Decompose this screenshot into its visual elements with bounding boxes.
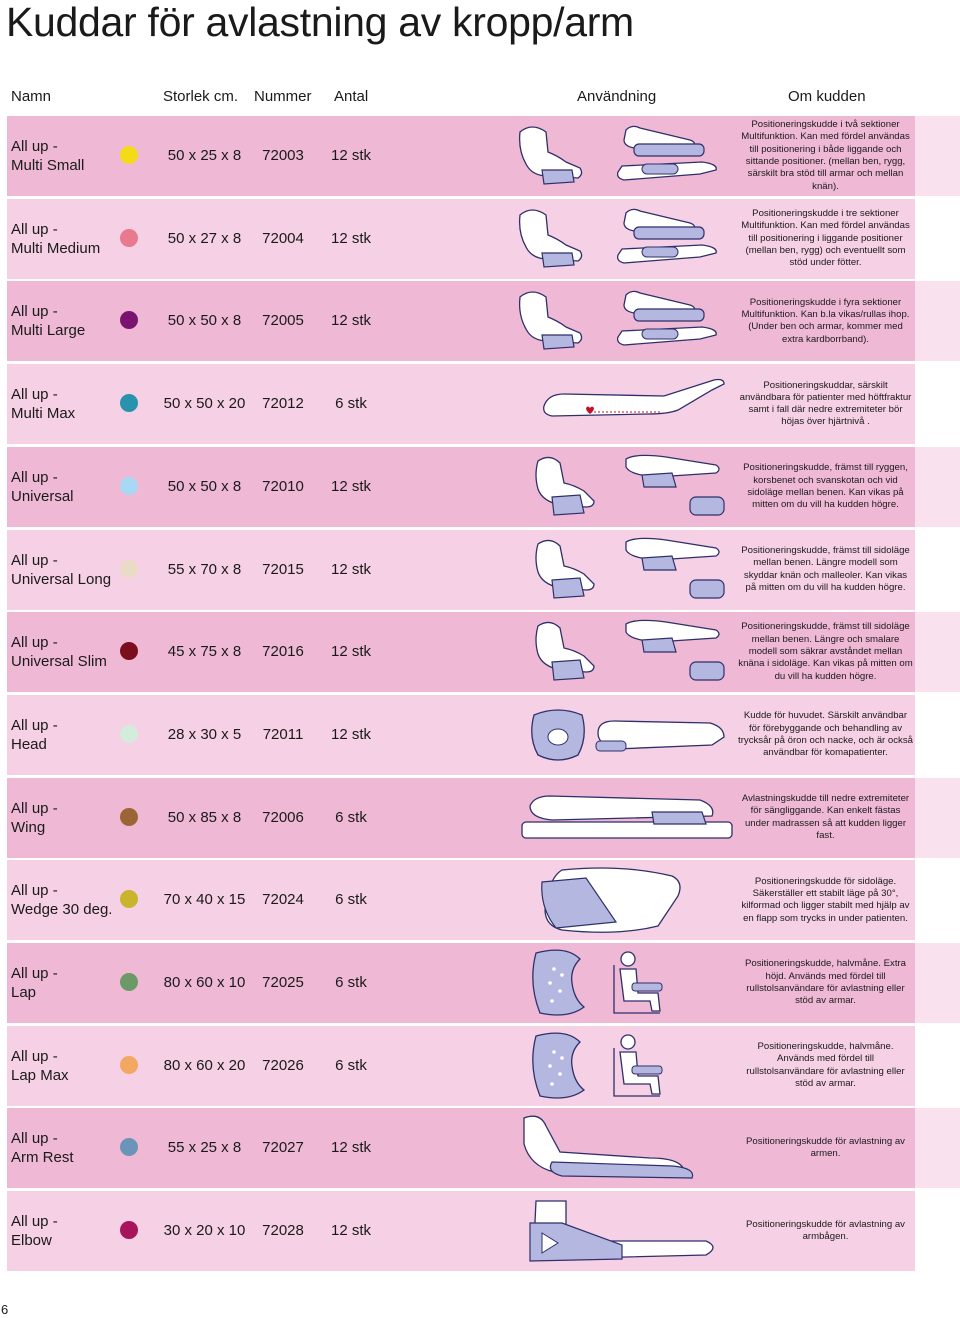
row-background [7,695,915,775]
product-quantity: 12 stk [330,229,372,247]
row-background [7,612,915,692]
table-row [7,281,960,361]
person-lying-on-mattress-illustration [502,780,738,856]
product-name [11,964,58,1002]
product-quantity: 12 stk [330,1222,372,1240]
row-extension [915,778,960,858]
table-row [7,695,960,775]
product-name-line1: All up - [11,882,58,900]
color-swatch [120,973,138,991]
table-row [7,778,960,858]
color-swatch [120,890,138,908]
product-number: 72015 [262,560,304,578]
product-description-text: Positioneringskudde i tre sektioner Multifunktion. Kan med fördel användas till positionering i liggande positioner (mellan ben, rygg) och eventuellt som stöd under fötter. [741,207,910,269]
product-quantity: 12 stk [330,643,372,661]
product-number: 72005 [262,312,304,330]
person-side-lying-cushion-illustration [502,449,738,525]
product-number: 72012 [262,395,304,413]
product-number: 72003 [262,147,304,164]
product-number: 72016 [262,643,304,661]
row-background [7,778,915,858]
product-description-text: Positioneringskudde, halvmåne. Används med fördel till rullstolsanvändare för avlastning eller stöd av armar. [746,1041,905,1089]
product-number: 72006 [262,808,304,826]
person-sitting-legs-on-cushion-illustration [502,283,738,359]
product-name-line1: All up - [11,1130,58,1148]
arm-rest-cushion-illustration [502,1110,738,1186]
wheelchair-lap-cushion-illustration [502,945,738,1021]
product-size: 80 x 60 x 10 [163,974,246,991]
product-description [738,697,913,773]
product-description-text: Positioneringskudde i fyra sektioner Multifunktion. Kan b.la vikas/rullas ihop. (Under ben och armar, kommer med extra kardborrband). [741,296,910,345]
product-name-line1: All up - [11,551,58,569]
product-name [11,385,75,423]
product-name-line1: All up - [11,386,58,404]
table-row [7,530,960,610]
row-extension [915,447,960,527]
product-number: 72028 [262,1222,304,1240]
product-description-text: Positioneringskudde, halvmåne. Extra höjd. Används med fördel till rullstolsanvändare för avlastning eller stöd av armar. [744,958,907,1007]
product-name [11,1047,69,1085]
row-extension [915,860,960,940]
color-swatch [120,642,138,660]
product-size: 55 x 25 x 8 [167,1139,242,1157]
product-description-text: Positioneringskudde för avlastning av armen. [746,1136,905,1160]
product-size: 50 x 50 x 8 [167,312,242,330]
product-name-line2: Universal Long [11,570,112,588]
product-name [11,716,58,754]
row-extension [915,612,960,692]
product-description [738,614,913,690]
row-background [7,1026,915,1106]
page-number: 6 [1,1302,9,1317]
product-quantity: 12 stk [330,147,372,164]
row-extension [915,116,960,196]
product-size: 50 x 50 x 20 [163,395,246,413]
product-description-text: Positioneringskuddar, särskilt användbara för patienter med höftfraktur samt i fall där nedre extremiteter bör höjas över hjärtnivå . [739,379,912,428]
product-description [738,945,913,1021]
product-name-line1: All up - [11,468,58,486]
row-background [7,447,915,527]
color-swatch [120,146,138,164]
product-size: 50 x 85 x 8 [167,808,242,826]
product-description [738,1193,913,1269]
header-usage: Användning [577,88,657,105]
color-swatch [120,229,138,247]
table-row [7,1108,960,1188]
product-size: 45 x 75 x 8 [167,643,242,661]
table-row [7,1026,960,1106]
table-row [7,860,960,940]
product-number: 72004 [262,229,304,247]
product-name [11,551,111,589]
page-title: Kuddar för avlastning av kropp/arm [6,0,634,45]
row-extension [915,1026,960,1106]
product-name-line2: Universal [11,487,74,505]
product-size: 80 x 60 x 20 [163,1056,246,1074]
product-number: 72024 [262,891,304,909]
person-side-lying-cushion-illustration [502,532,738,608]
product-quantity: 12 stk [330,560,372,578]
color-swatch [120,1056,138,1074]
color-swatch [120,560,138,578]
table-row [7,116,960,196]
product-number: 72026 [262,1056,304,1074]
header-about: Om kudden [788,88,866,105]
product-description [738,862,913,938]
product-quantity: 6 stk [335,974,367,991]
product-name-line1: All up - [11,716,58,734]
product-description [738,780,913,856]
product-number: 72010 [262,477,304,495]
product-name-line1: All up - [11,799,58,817]
wedge-cushion-illustration [502,862,738,938]
product-name-line1: All up - [11,1213,58,1231]
product-description [738,1110,913,1186]
table-row [7,199,960,279]
product-name-line2: Elbow [11,1232,52,1250]
row-background [7,364,915,444]
row-background [7,281,915,361]
product-description-text: Avlastningskudde till nedre extremiteter för sängliggande. Kan enkelt fästas under madrassen så att kudden ligger fast. [741,793,910,841]
product-name-line1: All up - [11,965,58,982]
product-number: 72027 [262,1139,304,1157]
row-extension [915,1108,960,1188]
row-extension [915,281,960,361]
product-name [11,137,84,175]
header-name: Namn [11,88,52,105]
product-name-line1: All up - [11,220,58,238]
product-name-line1: All up - [11,634,58,652]
row-extension [915,1191,960,1271]
product-description-text: Positioneringskudde, främst till sidoläge mellan benen. Längre modell som skyddar knän och malleoler. Kan vikas på mitten om du vill ha kudden högre. [741,544,910,593]
product-size: 70 x 40 x 15 [163,891,246,909]
row-background [7,1191,915,1271]
header-number: Nummer [254,88,312,105]
product-number: 72011 [262,725,304,743]
row-background [7,860,915,940]
color-swatch [120,808,138,826]
row-background [7,530,915,610]
row-extension [915,364,960,444]
product-name [11,468,74,506]
color-swatch [120,394,138,412]
product-name-line2: Wedge 30 deg. [11,901,113,919]
color-swatch [120,1221,138,1239]
product-quantity: 6 stk [335,1056,367,1074]
product-name-line2: Wing [11,818,46,836]
product-description [738,532,913,608]
product-description [738,201,913,277]
row-background [7,199,915,279]
product-name-line2: Multi Large [11,322,86,340]
table-row [7,943,960,1023]
row-background [7,943,915,1023]
product-description [738,449,913,525]
elbow-cushion-illustration [502,1193,738,1269]
person-side-lying-cushion-illustration [502,614,738,690]
product-name [11,1129,74,1167]
head-cushion-illustration [502,697,738,773]
product-quantity: 6 stk [335,808,367,826]
product-description-text: Positioneringskudde, främst till sidoläge mellan benen. Längre och smalare modell som säkrar avståndet mellan knäna i sidoläge. Kan vikas på mitten om du vill ha kudden högre. [738,621,913,682]
product-name [11,881,112,919]
table-row [7,364,960,444]
product-number: 72025 [262,974,304,991]
product-description [738,366,913,442]
product-size: 30 x 20 x 10 [163,1222,246,1240]
product-name [11,302,85,340]
table-header [0,88,960,108]
color-swatch [120,477,138,495]
product-name-line2: Multi Medium [11,239,101,257]
row-extension [915,943,960,1023]
product-size: 50 x 50 x 8 [167,477,242,495]
product-name-line2: Multi Max [11,405,76,423]
row-extension [915,695,960,775]
product-name-line1: All up - [11,303,58,321]
product-description [738,283,913,359]
product-quantity: 6 stk [335,395,367,413]
person-sitting-legs-on-cushion-illustration [502,118,738,194]
product-name [11,633,107,671]
product-quantity: 6 stk [335,891,367,909]
product-description-text: Positioneringskudde i två sektioner Multifunktion. Kan med fördel användas till positionering i både liggande och sittande positioner. (mellan ben, rygg, särskilt bra stöd till armar och mellan knän). [741,119,910,192]
color-swatch [120,725,138,743]
product-description-text: Positioneringskudde, främst till ryggen, korsbenet och svanskotan och vid sidoläge mellan benen. Kan vikas på mitten om du vill ha kudden högre. [743,462,908,511]
product-quantity: 12 stk [330,477,372,495]
product-name [11,220,100,258]
product-size: 55 x 70 x 8 [167,560,242,578]
product-name-line1: All up - [11,138,58,155]
product-name-line2: Head [11,735,47,753]
product-description-text: Positioneringskudde för sidoläge. Säkerställer ett stabilt läge på 30°, kilformad och ligger stabilt med hjälp av en flapp som trycks in under patienten. [741,875,910,924]
product-size: 50 x 27 x 8 [167,229,242,247]
row-extension [915,530,960,610]
product-description [738,1028,913,1104]
product-description-text: Kudde för huvudet. Särskilt användbar för förebyggande och behandling av trycksår på öron och nacke, och är också användbar för komapatienter. [738,710,913,759]
product-description-text: Positioneringskudde för avlastning av armbågen. [746,1218,905,1243]
product-quantity: 12 stk [330,312,372,330]
row-background [7,1108,915,1188]
person-sitting-legs-on-cushion-illustration [502,201,738,277]
person-lying-legs-raised-illustration [502,366,738,442]
table-row [7,447,960,527]
product-size: 28 x 30 x 5 [167,725,242,743]
color-swatch [120,1138,138,1156]
product-name [11,799,58,837]
product-name-line2: Universal Slim [11,653,107,671]
product-name-line2: Multi Small [11,157,85,174]
color-swatch [120,311,138,329]
product-name-line1: All up - [11,1047,58,1065]
product-description [738,118,913,194]
header-size: Storlek cm. [163,88,239,105]
table-row [7,1191,960,1271]
product-name-line2: Lap Max [11,1066,69,1084]
product-name-line2: Arm Rest [11,1149,74,1167]
row-extension [915,199,960,279]
table-row [7,612,960,692]
product-quantity: 12 stk [330,725,372,743]
header-qty: Antal [334,88,369,105]
product-size: 50 x 25 x 8 [167,147,242,164]
wheelchair-lap-cushion-illustration [502,1028,738,1104]
row-background [7,116,915,196]
product-quantity: 12 stk [330,1139,372,1157]
product-name-line2: Lap [11,984,37,1001]
product-name [11,1212,58,1250]
